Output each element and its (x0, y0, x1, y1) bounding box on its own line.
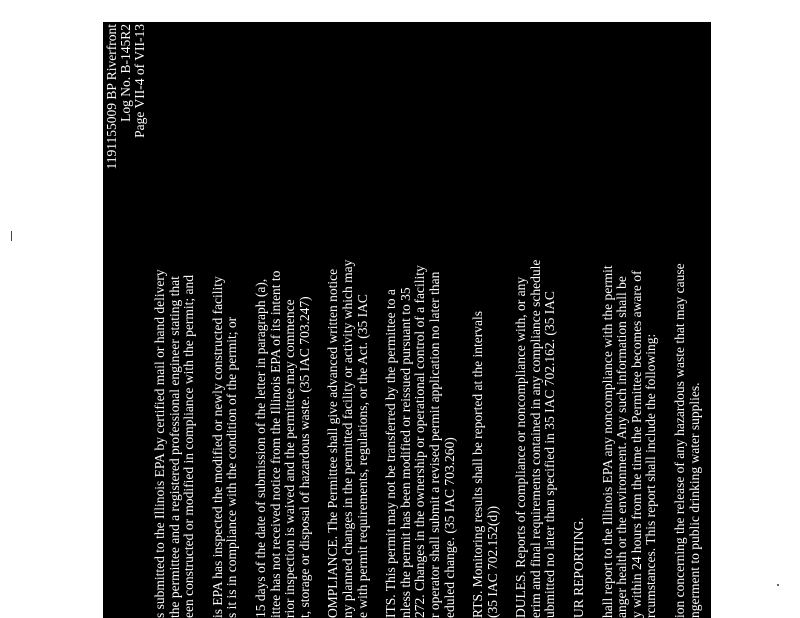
paragraph (326, 22, 370, 618)
paragraph (471, 22, 500, 618)
header-doc-id: 1191155009 BP Riverfront (104, 24, 119, 170)
paragraph (673, 22, 702, 618)
text-line: e with permit requirements, regulations, or the Act. (35 IAC (354, 294, 370, 618)
text-line: (35 IAC 702.152(d)) (484, 505, 500, 618)
paragraph (601, 22, 659, 618)
text-line: ubmitted no later than specified in 35 IAC 702.162. (35 IAC (542, 291, 558, 618)
text-line: eduled change. (35 IAC 703.260) (441, 437, 457, 618)
paragraph (384, 22, 457, 618)
text-line: t, storage or disposal of hazardous waste. (35 IAC 703.247) (296, 296, 312, 618)
header-log-no: Log No. B-145R2 (118, 24, 133, 122)
scan-mark (11, 231, 12, 241)
paragraph (254, 22, 312, 618)
text-line: 272. Changes in the ownership or operational control of a facility (412, 265, 428, 618)
scan-speck (777, 584, 779, 586)
text-line: nless the permit has been modified or reissued pursuant to 35 (397, 287, 413, 618)
paragraph (514, 22, 558, 618)
text-line: DULES. Reports of compliance or noncompliance with, or any (513, 276, 529, 618)
text-line: OMPLIANCE. The Permittee shall give advanced written notice (325, 268, 341, 618)
text-line: een constructed or modified in compliance with the permit; and (181, 274, 197, 618)
text-line: is EPA has inspected the modified or newly constructed facility (209, 276, 225, 618)
text-line: UR REPORTING. (571, 517, 587, 618)
paragraph (716, 22, 760, 618)
text-line: ion concerning the release or discharge of any hazardous waste or (715, 262, 731, 618)
text-line: ion concerning the release of any hazardous waste that may cause (672, 263, 688, 618)
text-line: reaten the environment or human health outside the facility. (744, 296, 760, 618)
rotated-text-frame (103, 22, 760, 618)
text-line: or explosion at the hazardous waste management facility, which (729, 272, 745, 618)
text-line: anger health or the environment. Any such information shall be (614, 276, 630, 618)
text-line: ngerment to public drinking water supplies. (686, 382, 702, 618)
text-line: 15 days of the date of submission of the letter in paragraph (a), (252, 278, 268, 618)
text-line: ny planned changes in the permitted facility or activity which may (339, 259, 355, 618)
text-line: RTS. Monitoring results shall be reported at the intervals (470, 310, 486, 618)
header-page-no: Page VII-4 of VII-13 (132, 24, 147, 138)
paragraph (153, 22, 197, 618)
body-text (153, 22, 760, 618)
text-line: rior inspection is waived and the permittee may commence (282, 299, 298, 618)
page-header (105, 22, 147, 618)
text-line: rcumstances. This report shall include the following: (643, 333, 659, 618)
text-line: ITS. This permit may not be transferred by the permittee to a (383, 289, 399, 618)
text-line: erim and final requirements contained in any compliance schedule (527, 259, 543, 618)
paragraph (572, 22, 587, 618)
text-line: r operator shall submit a revised permit application no later than (426, 271, 442, 618)
text-line: the permittee and a registered professional engineer stating that (166, 276, 182, 618)
text-line: s it is in compliance with the condition of the permit; or (224, 316, 240, 618)
paragraph (211, 22, 240, 618)
scanned-page (103, 22, 760, 618)
text-line: hall report to the Illinois EPA any noncompliance with the permit (599, 265, 615, 618)
text-line: ittee has not received notice from the Illinois EPA of its intent to (267, 270, 283, 618)
text-line: y within 24 hours from the time the Permittee becomes aware of (628, 270, 644, 618)
text-line: s submitted to the Illinois EPA by certified mail or hand delivery (152, 269, 167, 618)
